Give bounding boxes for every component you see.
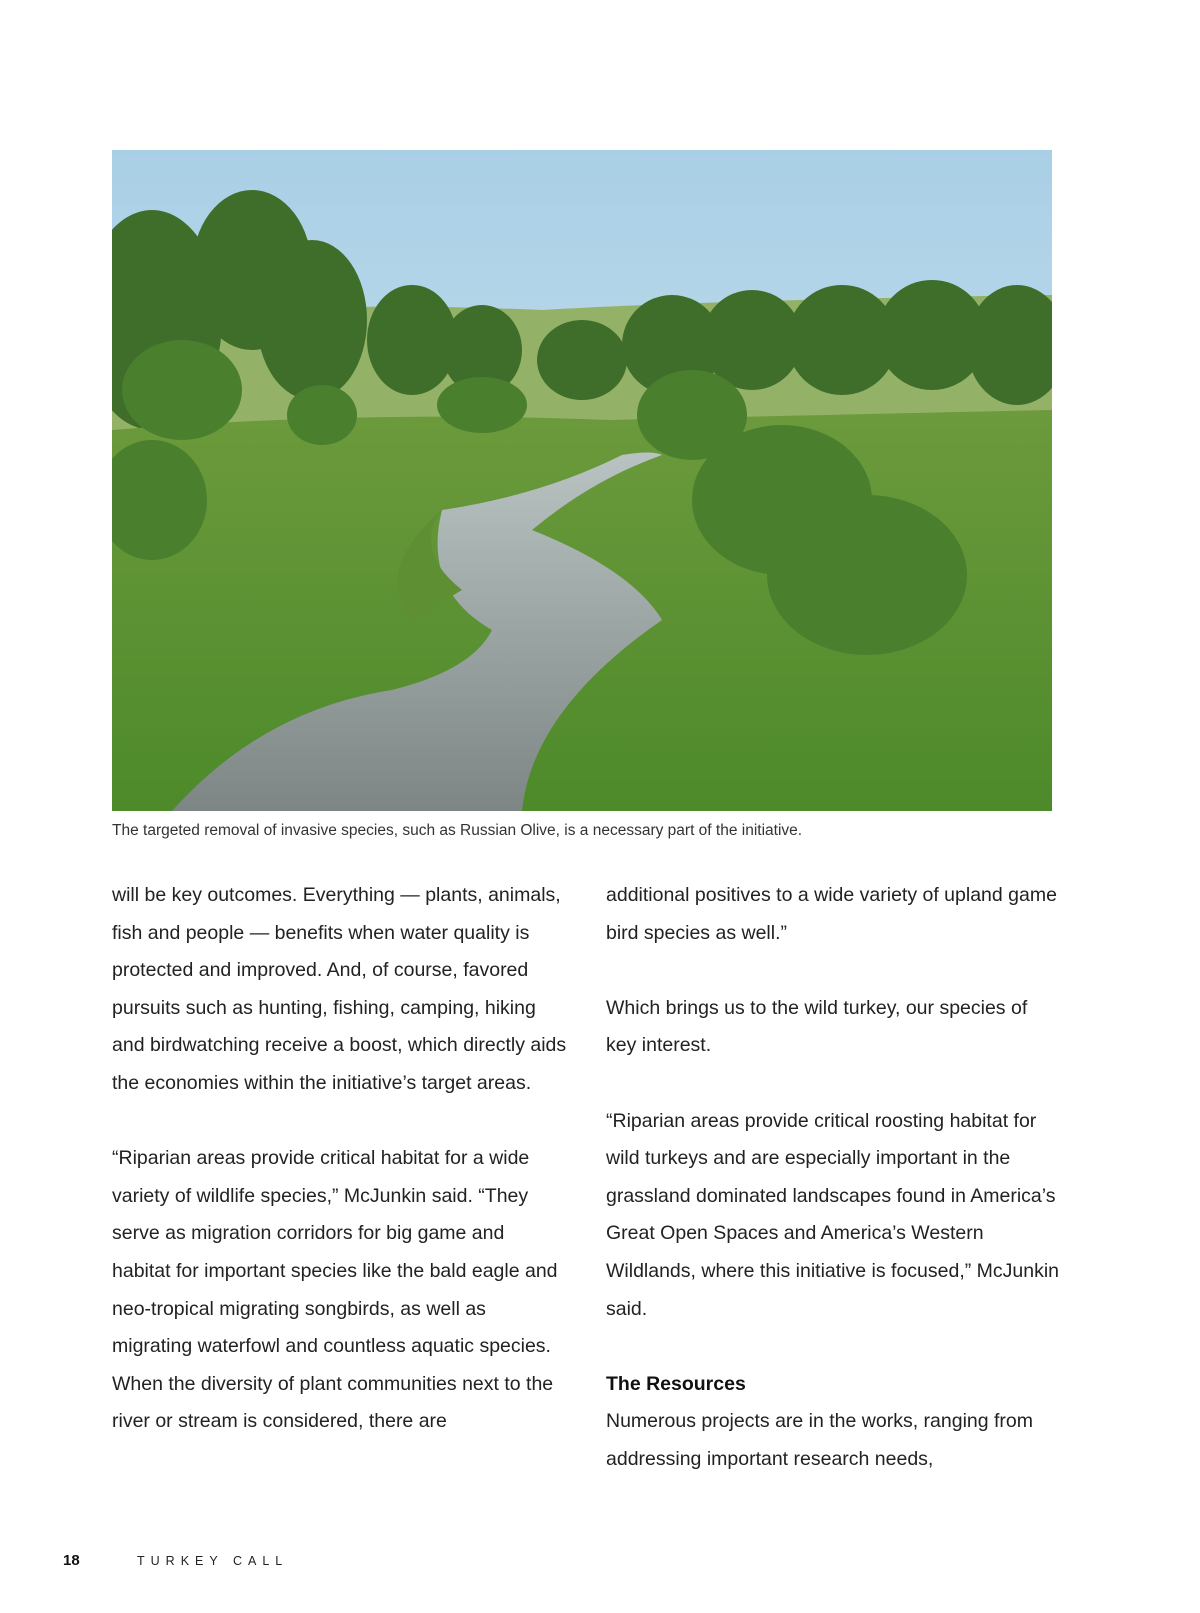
riparian-photo [112, 150, 1052, 811]
body-paragraph: “Riparian areas provide critical roosting habitat for wild turkeys and are especially important in the grassland dominated landscapes found in America’s Great Open Spaces and America’s Western Wildlands, where this initiative is focused,” McJunkin said. [606, 1109, 1060, 1320]
page-number: 18 [63, 1552, 80, 1569]
left-column [112, 877, 567, 1441]
body-paragraph: “Riparian areas provide critical habitat for a wide variety of wildlife species,” McJunkin said. “They serve as migration corridors for big game and habitat for important species like the bald eagle and neo-tropical migrating songbirds, as well as migrating waterfowl and countless aquatic species. When the diversity of plant communities next to the river or stream is considered, there are [112, 1147, 558, 1433]
body-paragraph: Which brings us to the wild turkey, our species of key interest. [606, 996, 1028, 1057]
magazine-title: TURKEY CALL [137, 1554, 289, 1568]
body-paragraph: additional positives to a wide variety of upland game bird species as well.” [606, 884, 1057, 944]
body-paragraph: Numerous projects are in the works, ranging from addressing important research needs, [606, 1410, 1034, 1470]
photo-caption: The targeted removal of invasive species, such as Russian Olive, is a necessary part of the initiative. [112, 822, 803, 839]
right-column [606, 877, 1061, 1479]
section-heading: The Resources [606, 1372, 746, 1395]
body-paragraph: will be key outcomes. Everything — plants, animals, fish and people — benefits when water quality is protected and improved. And, of course, favored pursuits such as hunting, fishing, camping, hiking and birdwatching receive a boost, which directly aids the economies within the initiative’s target areas. [112, 884, 567, 1094]
